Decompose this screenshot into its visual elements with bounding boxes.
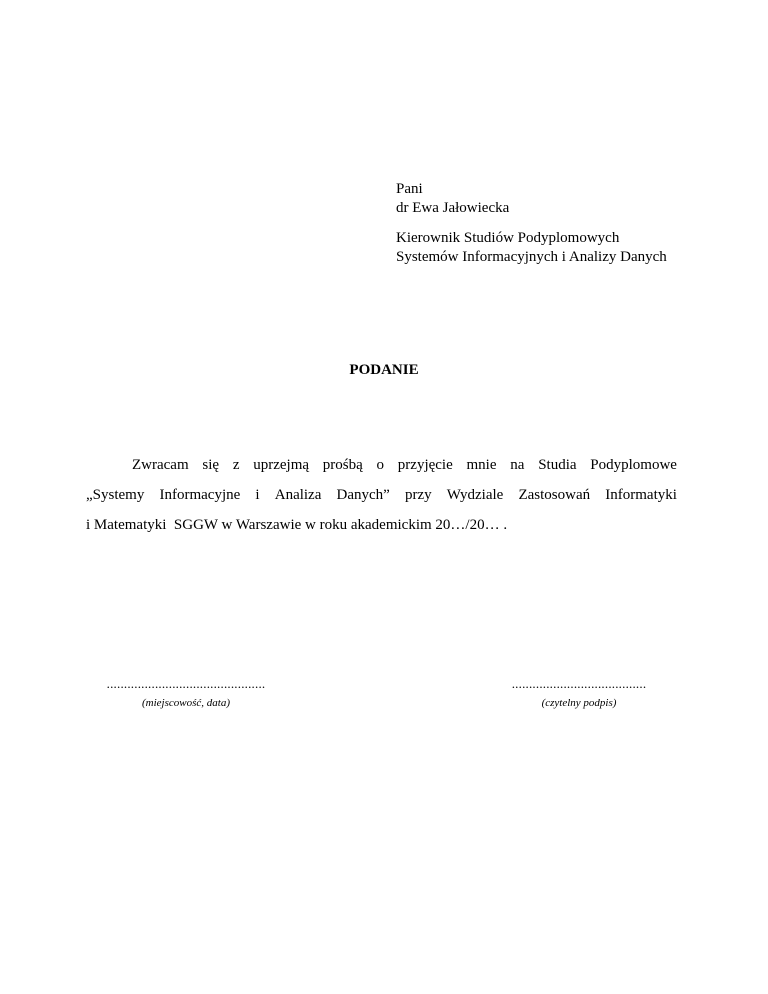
- body-word: o: [376, 457, 385, 473]
- signature-dotted-line: .......................................: [511, 676, 647, 691]
- body-word: prośbą: [322, 457, 363, 473]
- body-word: Analiza: [274, 487, 322, 503]
- body-word: Wydziale: [446, 487, 504, 503]
- addressee-name: dr Ewa Jałowiecka: [396, 200, 510, 216]
- body-word: „Systemy: [86, 487, 145, 503]
- body-word: Studia: [538, 457, 577, 473]
- addressee-salutation: Pani: [396, 181, 423, 197]
- body-line-1: [86, 450, 677, 480]
- signature-caption: (czytelny podpis): [541, 697, 617, 709]
- body-word: uprzejmą: [253, 457, 310, 473]
- addressee-block: [396, 180, 667, 267]
- body-word: i: [255, 487, 260, 503]
- signature-field: [499, 676, 659, 710]
- body-word: mnie: [466, 457, 497, 473]
- place-date-caption: (miejscowość, data): [142, 697, 230, 709]
- addressee-role-line1: Kierownik Studiów Podyplomowych: [396, 230, 620, 246]
- body-word: Informatyki: [605, 487, 677, 503]
- body-line-3: i Matematyki SGGW w Warszawie w roku akademickim 20…/20… .: [86, 517, 508, 533]
- body-word: z: [232, 457, 240, 473]
- body-word: przyjęcie: [397, 457, 453, 473]
- addressee-spacer: [396, 218, 667, 229]
- body-word: się: [202, 457, 220, 473]
- body-word: Zwracam: [132, 457, 189, 473]
- addressee-role-line2: Systemów Informacyjnych i Analizy Danych: [396, 249, 667, 265]
- body-word: Podyplomowe: [590, 457, 677, 473]
- body-word: przy: [404, 487, 432, 503]
- document-title: PODANIE: [349, 362, 419, 378]
- body-word: Danych”: [336, 487, 390, 503]
- body-line-2: [86, 480, 677, 510]
- body-word: Informacyjne: [159, 487, 241, 503]
- request-body: [86, 450, 677, 540]
- place-date-field: [93, 676, 279, 710]
- body-word: Zastosowań: [518, 487, 591, 503]
- place-date-dotted-line: ..............................................: [106, 676, 266, 691]
- body-word: na: [510, 457, 525, 473]
